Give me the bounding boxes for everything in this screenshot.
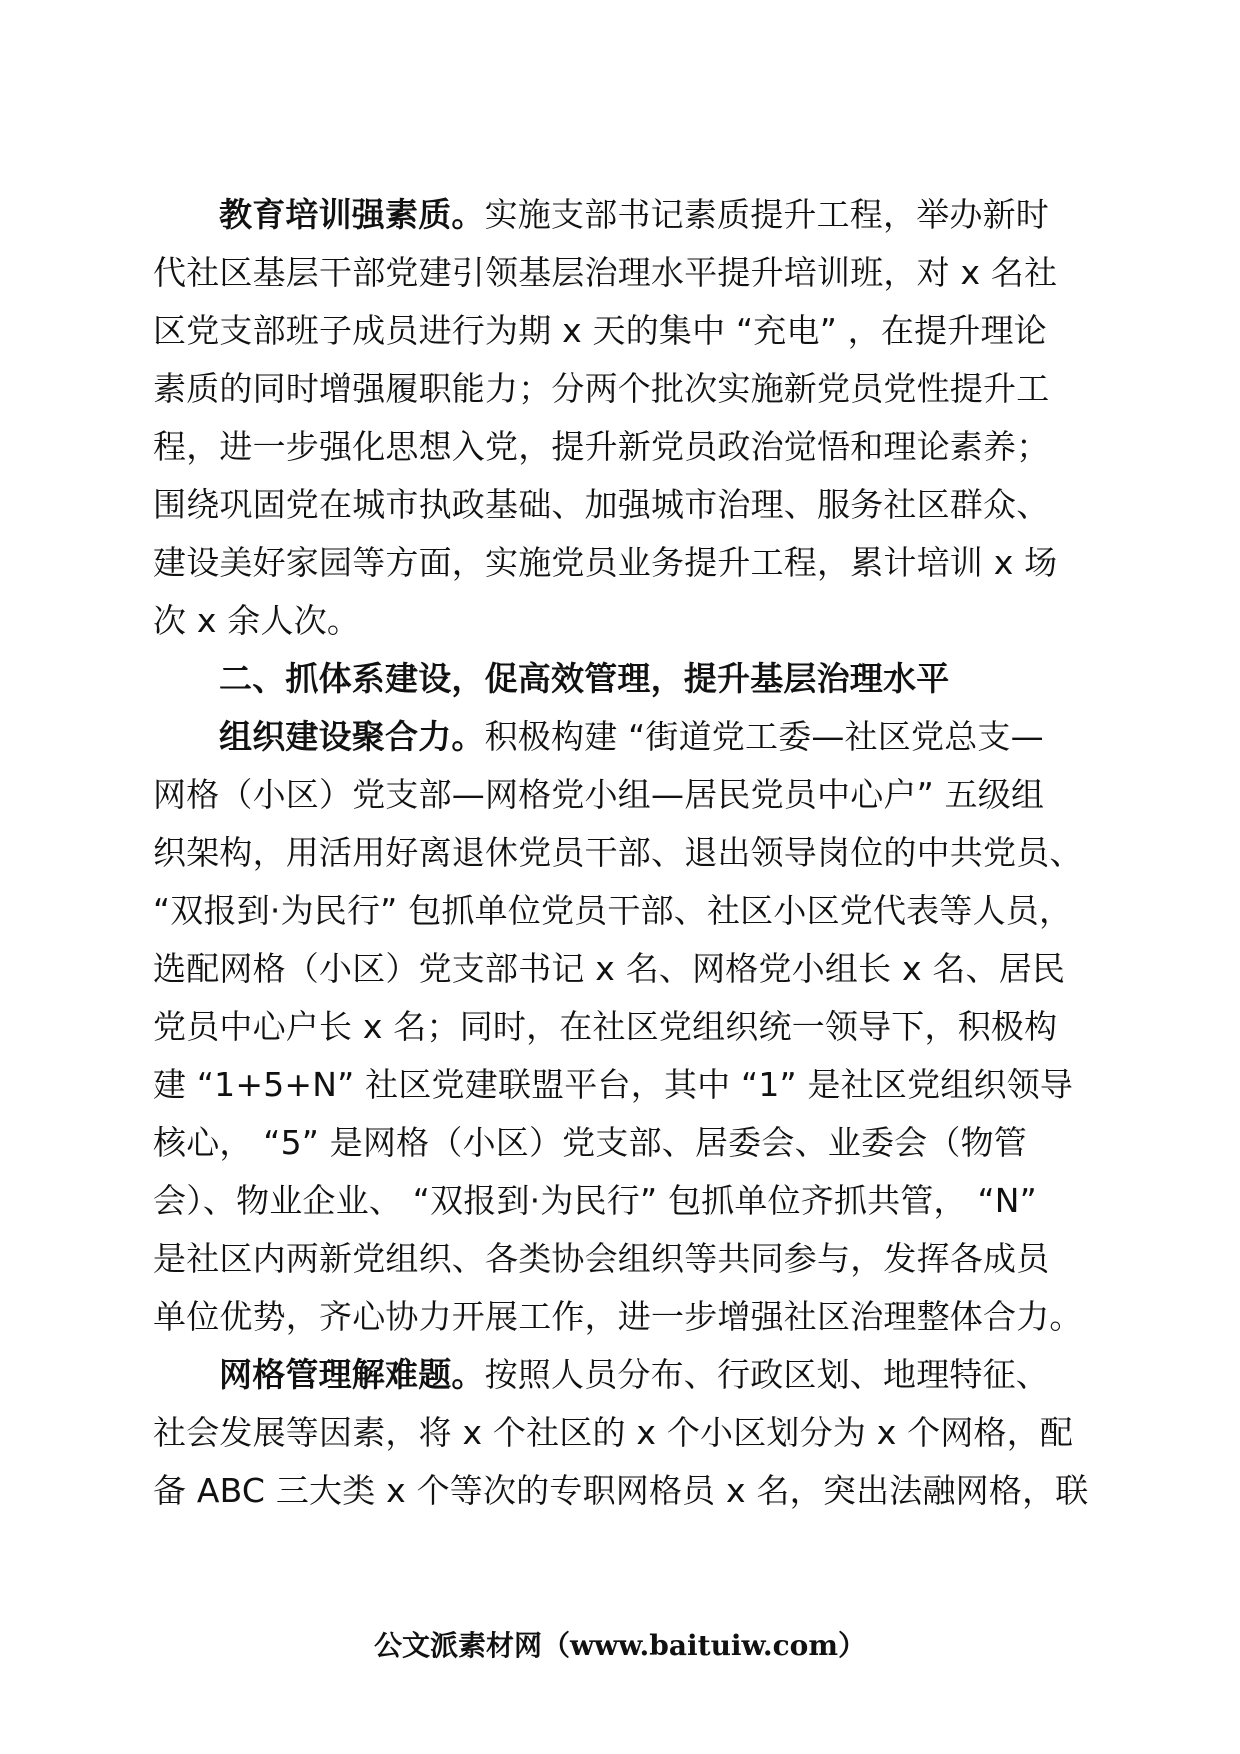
text-line [153,186,1093,244]
text-line: 是社区内两新党组织、各类协会组织等共同参与，发挥各成员 [153,1239,1050,1278]
paragraph-heading: 网格管理解难题。 [219,1355,485,1394]
paragraph-organization [153,708,1093,1346]
text-line [153,1346,1093,1404]
paragraph-grid-management [153,1346,1093,1520]
text-line: 建设美好家园等方面，实施党员业务提升工程，累计培训 x 场 [153,543,1058,582]
paragraph-education-training [153,186,1093,650]
text-line [153,708,1093,766]
text-line: 选配网格（小区）党支部书记 x 名、网格党小组长 x 名、居民 [153,949,1066,988]
text-line: 素质的同时增强履职能力；分两个批次实施新党员党性提升工 [153,369,1050,408]
text-span: 实施支部书记素质提升工程，举办新时 [484,195,1050,234]
text-line: 网格（小区）党支部—网格党小组—居民党员中心户” 五级组 [153,775,1045,814]
text-line: 党员中心户长 x 名；同时，在社区党组织统一领导下，积极构 [153,1007,1058,1046]
text-line: 备 ABC 三大类 x 个等次的专职网格员 x 名，突出法融网格，联 [153,1471,1089,1510]
footer-watermark: 公文派素材网（www.baituiw.com） [374,1629,866,1662]
text-span: 按照人员分布、行政区划、地理特征、 [484,1355,1050,1394]
text-line: 区党支部班子成员进行为期 x 天的集中 “充电” ，在提升理论 [153,311,1047,350]
text-line: 单位优势，齐心协力开展工作，进一步增强社区治理整体合力。 [153,1297,1083,1336]
text-line: 代社区基层干部党建引领基层治理水平提升培训班，对 x 名社 [153,253,1058,292]
text-line: 围绕巩固党在城市执政基础、加强城市治理、服务社区群众、 [153,485,1050,524]
text-line: “双报到·为民行” 包抓单位党员干部、社区小区党代表等人员， [153,891,1073,930]
paragraph-heading: 组织建设聚合力。 [219,717,485,756]
text-line: 建 “1+5+N” 社区党建联盟平台，其中 “1” 是社区党组织领导 [153,1065,1074,1104]
text-line: 核心， “5” 是网格（小区）党支部、居委会、业委会（物管 [153,1123,1027,1162]
document-body [153,186,1093,1520]
text-line: 会）、物业企业、 “双报到·为民行” 包抓单位齐抓共管， “N” [153,1181,1037,1220]
text-line: 织架构，用活用好离退休党员干部、退出领导岗位的中共党员、 [153,833,1083,872]
section-title: 二、抓体系建设，促高效管理，提升基层治理水平 [219,659,950,698]
text-span: 积极构建 “街道党工委—社区党总支— [484,717,1044,756]
text-line: 程，进一步强化思想入党，提升新党员政治觉悟和理论素养； [153,427,1050,466]
paragraph-heading: 教育培训强素质。 [219,195,485,234]
text-line: 社会发展等因素，将 x 个社区的 x 个小区划分为 x 个网格，配 [153,1413,1074,1452]
text-line: 次 x 余人次。 [153,601,361,640]
